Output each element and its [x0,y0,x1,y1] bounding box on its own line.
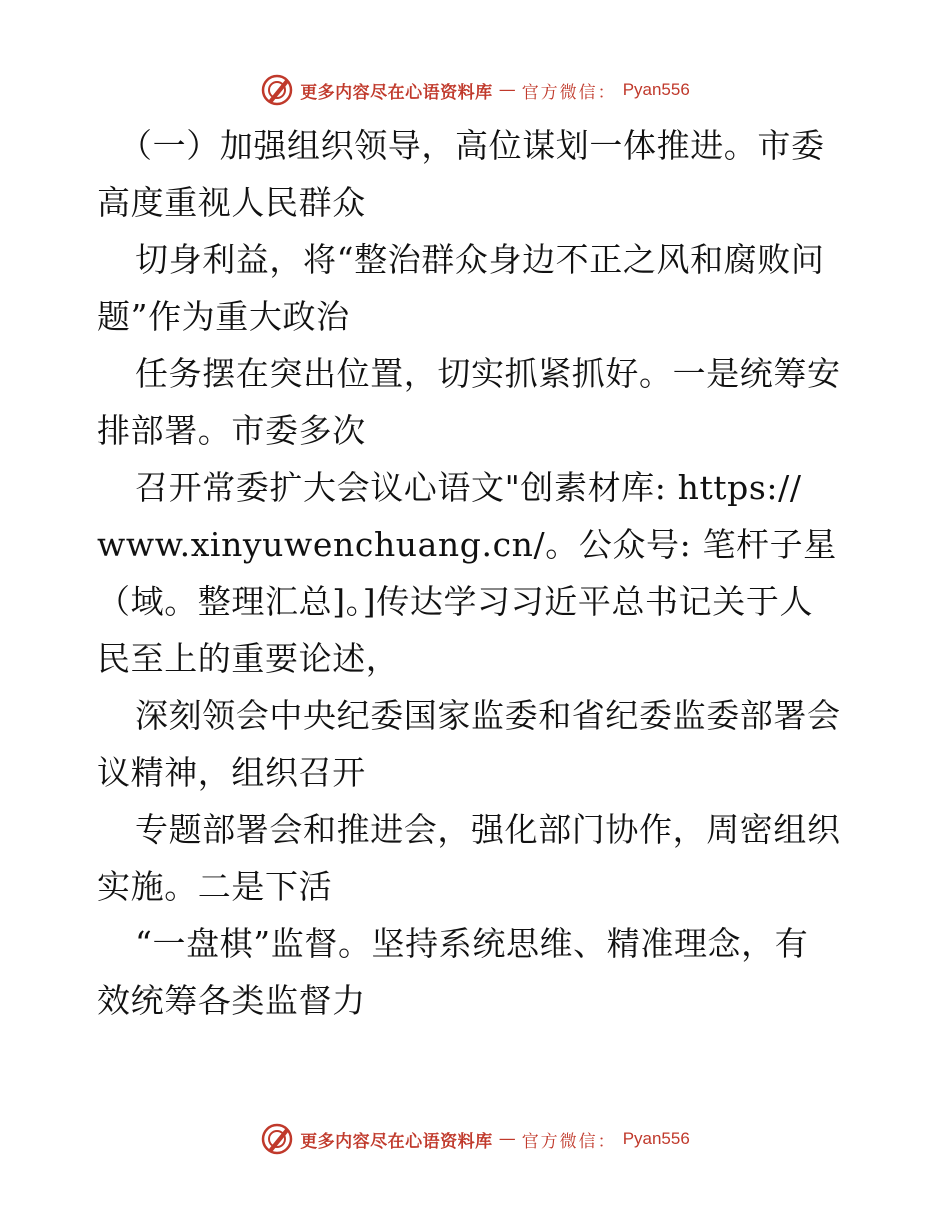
footer-banner [0,1122,950,1156]
body-line: 深刻领会中央纪委国家监委和省纪委监委部署会 [135,696,841,735]
body-line: 切身利益，将“整治群众身边不正之风和腐败问 [135,240,825,279]
banner-wechat-id: Pyan556 [622,1129,690,1148]
banner-dash: — [498,1129,516,1149]
header-banner [0,73,950,107]
body-line: “一盘棋”监督。坚持系统思维、精准理念，有 [135,924,809,963]
body-line: （一）加强组织领导，高位谋划一体推进。市委 [119,126,825,165]
banner-dash: — [498,80,516,100]
body-line: 召开常委扩大会议心语文"创素材库: https:// [135,468,802,507]
pen-logo-icon [260,73,294,107]
pen-logo-icon [260,1122,294,1156]
body-line: 民至上的重要论述， [97,639,400,678]
body-line: 效统筹各类监督力 [97,981,366,1020]
banner-wechat-id: Pyan556 [622,80,690,99]
body-line: 高度重视人民群众 [97,183,366,222]
body-line: 实施。二是下活 [97,867,333,906]
body-line: 任务摆在突出位置，切实抓紧抓好。一是统筹安 [135,354,841,393]
body-line: （域。整理汇总]。]传达学习习近平总书记关于人 [97,582,814,621]
body-line: www.xinyuwenchuang.cn/。公众号: 笔杆子星 [97,525,837,564]
banner-brand-text: 更多内容尽在心语资料库 [300,1131,493,1152]
banner-brand-text: 更多内容尽在心语资料库 [300,82,493,103]
body-line: 议精神，组织召开 [97,753,366,792]
banner-official-label: 官方微信： [521,1131,617,1152]
banner-official-label: 官方微信： [521,82,617,103]
body-line: 排部署。市委多次 [97,411,366,450]
body-line: 专题部署会和推进会，强化部门协作，周密组织 [135,810,841,849]
body-line: 题”作为重大政治 [97,297,350,336]
document-body [97,117,857,1029]
